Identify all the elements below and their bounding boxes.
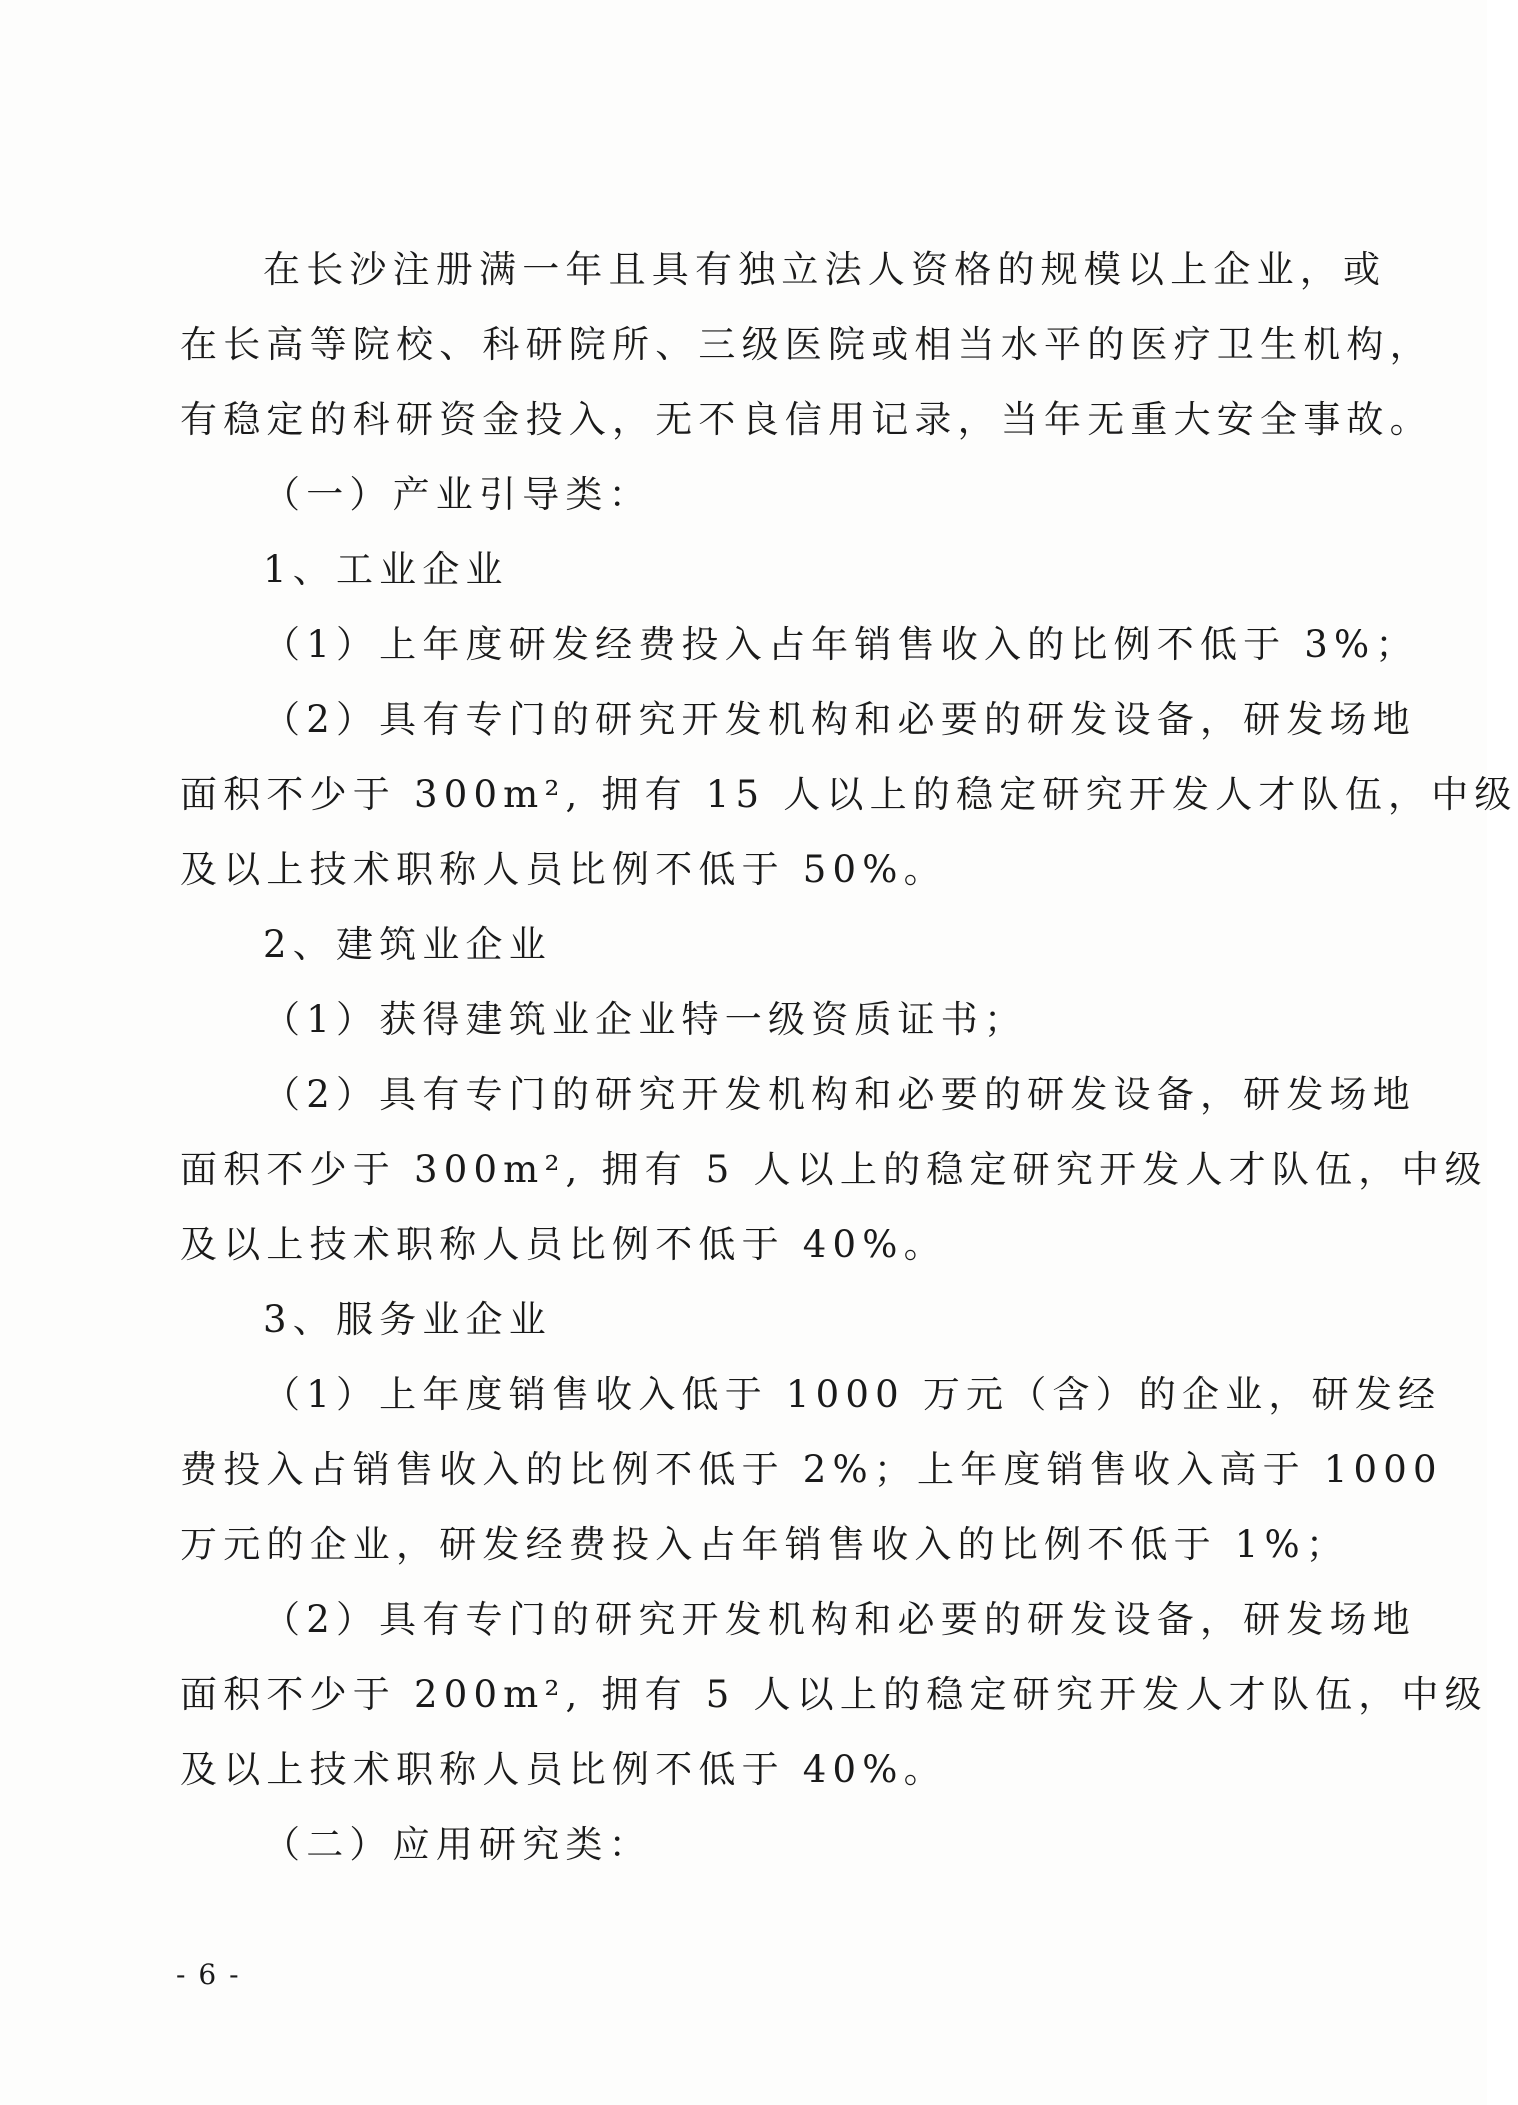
list-item: （2）具有专门的研究开发机构和必要的研发设备，研发场地 (263, 698, 1416, 741)
paragraph-line: 万元的企业，研发经费投入占年销售收入的比例不低于 1%； (180, 1523, 1350, 1566)
paragraph-line: 及以上技术职称人员比例不低于 40%。 (180, 1748, 947, 1791)
paragraph-line: 费投入占销售收入的比例不低于 2%；上年度销售收入高于 1000 (180, 1448, 1443, 1491)
paragraph-line: 有稳定的科研资金投入，无不良信用记录，当年无重大安全事故。 (180, 398, 1433, 441)
subsection-heading: 2、建筑业企业 (263, 923, 552, 966)
paragraph-line: 面积不少于 200m², 拥有 5 人以上的稳定研究开发人才队伍，中级 (180, 1673, 1488, 1716)
paragraph-line: 在长高等院校、科研院所、三级医院或相当水平的医疗卫生机构， (180, 323, 1433, 366)
list-item: （1）获得建筑业企业特一级资质证书； (263, 998, 1028, 1041)
paragraph-line: 面积不少于 300m², 拥有 5 人以上的稳定研究开发人才队伍，中级 (180, 1148, 1488, 1191)
paragraph-line: 及以上技术职称人员比例不低于 50%。 (180, 848, 947, 891)
list-item: （2）具有专门的研究开发机构和必要的研发设备，研发场地 (263, 1073, 1416, 1116)
paragraph-line: 在长沙注册满一年且具有独立法人资格的规模以上企业，或 (263, 248, 1387, 291)
page-number: - 6 - (176, 1958, 241, 1991)
section-heading: （一）产业引导类： (263, 473, 652, 516)
subsection-heading: 3、服务业企业 (263, 1298, 552, 1341)
list-item: （1）上年度销售收入低于 1000 万元（含）的企业，研发经 (263, 1373, 1442, 1416)
section-heading: （二）应用研究类： (263, 1823, 652, 1866)
subsection-heading: 1、工业企业 (263, 548, 509, 591)
body-text (180, 232, 1518, 1882)
list-item: （1）上年度研发经费投入占年销售收入的比例不低于 3%； (263, 623, 1419, 666)
paragraph-line: 及以上技术职称人员比例不低于 40%。 (180, 1223, 947, 1266)
list-item: （2）具有专门的研究开发机构和必要的研发设备，研发场地 (263, 1598, 1416, 1641)
paragraph-line: 面积不少于 300m², 拥有 15 人以上的稳定研究开发人才队伍，中级 (180, 773, 1518, 816)
